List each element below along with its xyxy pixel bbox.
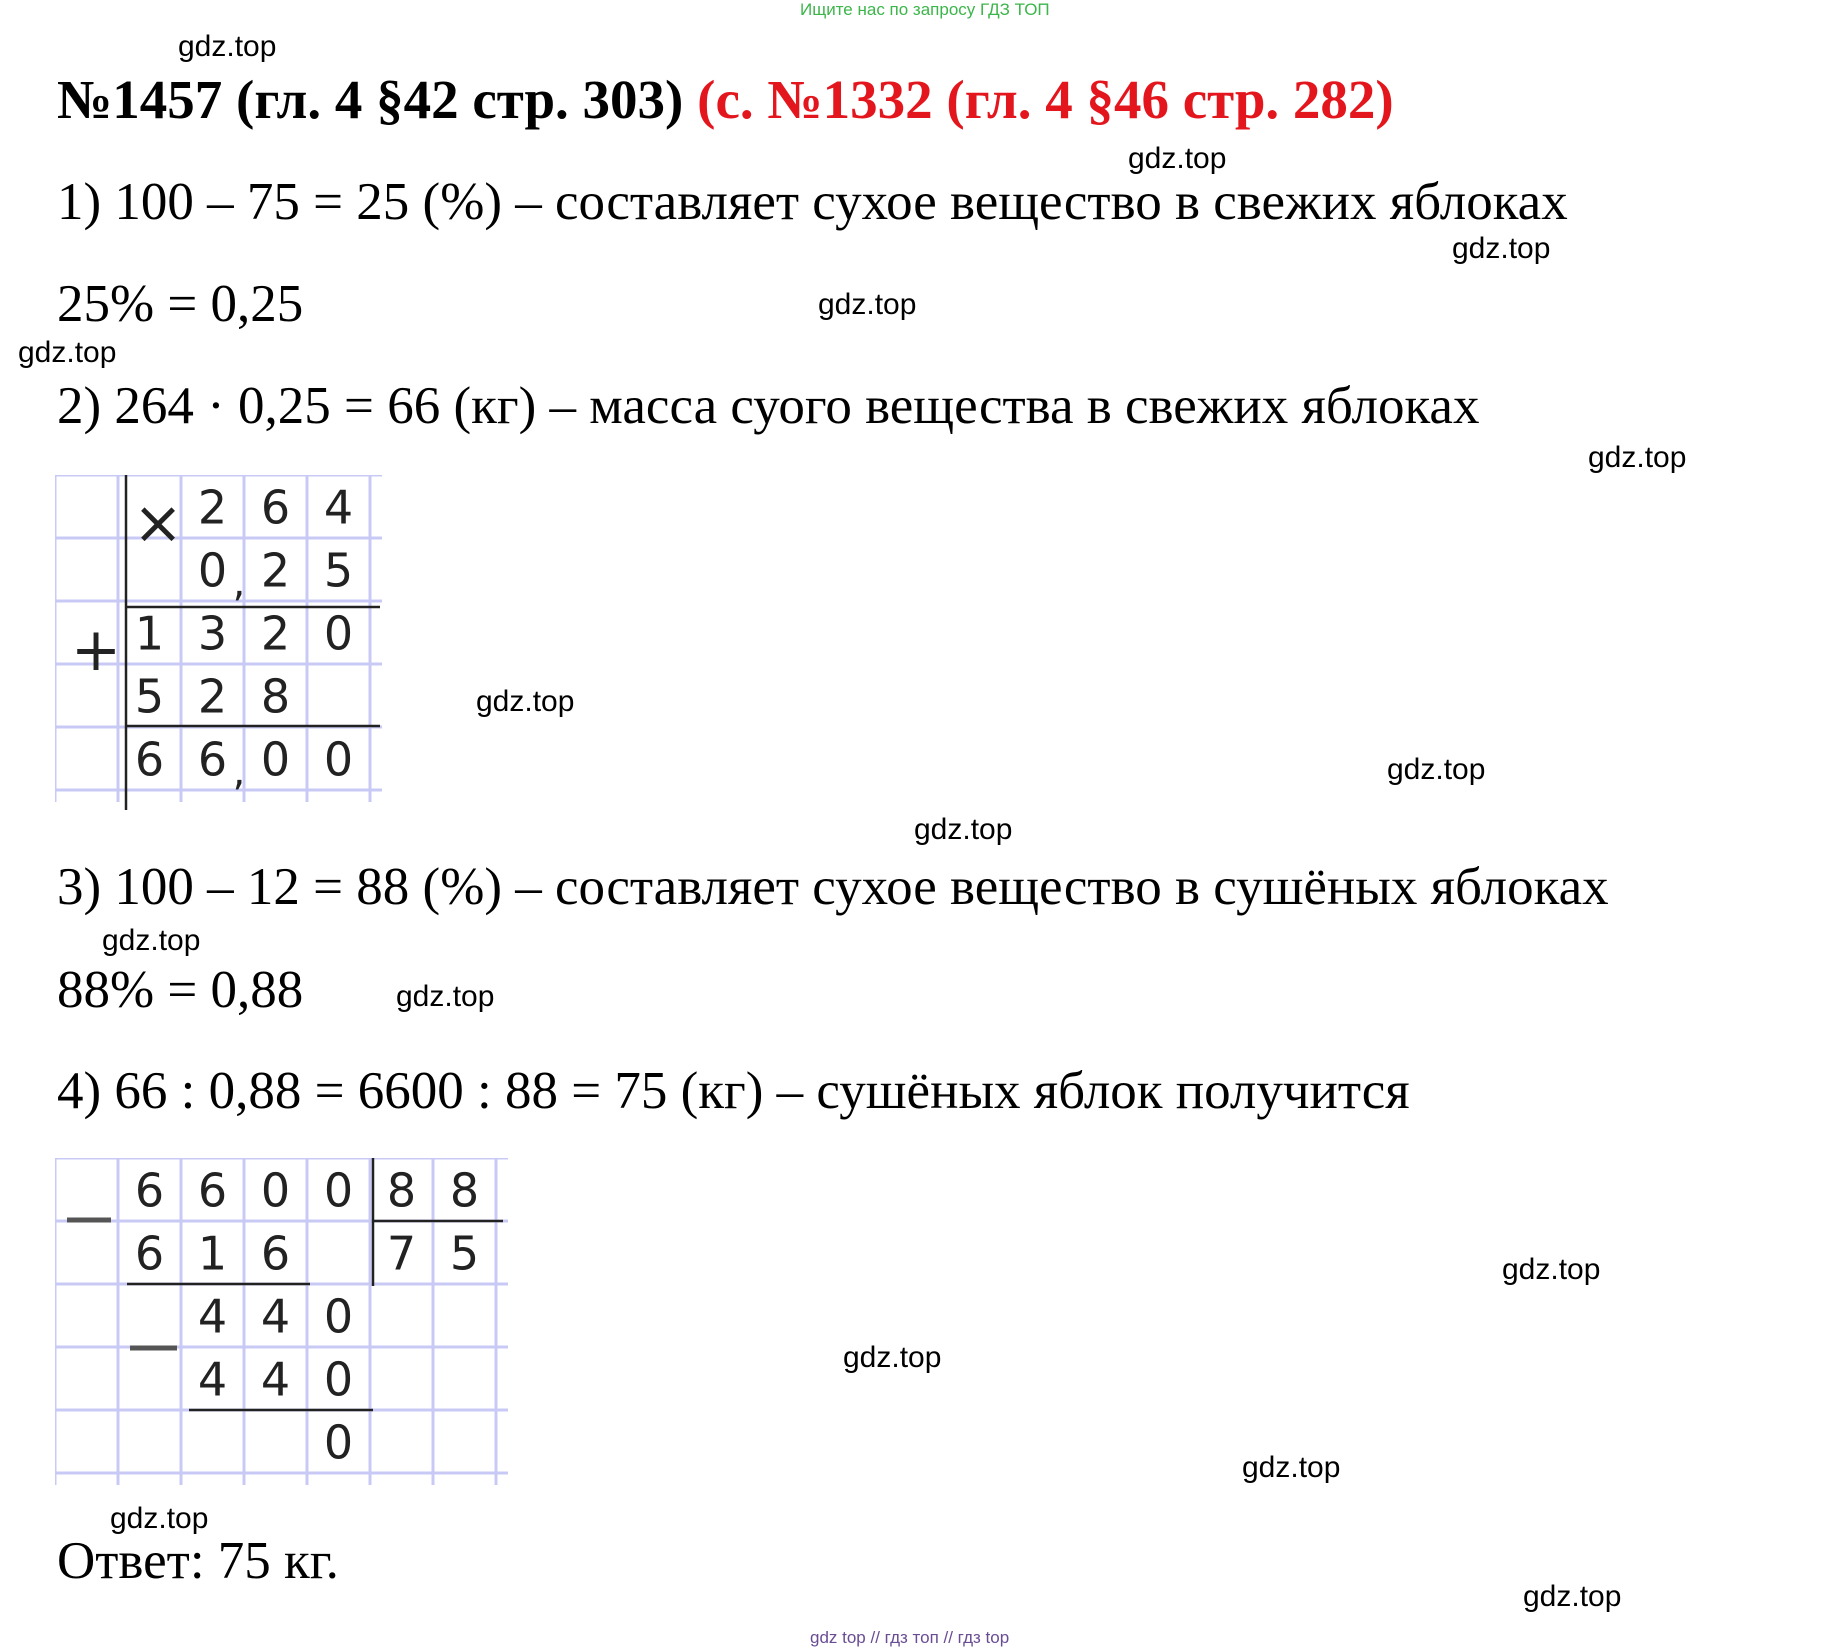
digit-cell: 2 (260, 606, 291, 661)
watermark: gdz.top (18, 336, 117, 369)
digit-cell: 4 (323, 480, 354, 535)
digit-cell: 1 (134, 606, 165, 661)
decimal-comma: , (232, 560, 246, 606)
digit-cell: 0 (323, 1352, 354, 1407)
digit-cell: 2 (260, 543, 291, 598)
digit-cell: 5 (449, 1226, 480, 1281)
step-1: 1) 100 – 75 = 25 (%) – составляет сухое вещество в свежих яблоках (57, 173, 1568, 231)
step-1-conversion: 25% = 0,25 (57, 275, 304, 333)
times-sign: × (132, 488, 184, 558)
decimal-comma: , (232, 749, 246, 795)
digit-cell: 6 (260, 480, 291, 535)
digit-cell: 0 (323, 732, 354, 787)
answer: Ответ: 75 кг. (57, 1532, 339, 1590)
digit-cell: 8 (386, 1163, 417, 1218)
watermark: gdz.top (818, 288, 917, 321)
watermark: gdz.top (1128, 142, 1227, 175)
watermark: gdz.top (1452, 232, 1551, 265)
digit-cell: 4 (260, 1352, 291, 1407)
digit-cell: 5 (134, 669, 165, 724)
digit-cell: 3 (197, 606, 228, 661)
watermark: gdz.top (1502, 1253, 1601, 1286)
step-4: 4) 66 : 0,88 = 6600 : 88 = 75 (кг) – сушёных яблок получится (57, 1062, 1410, 1120)
digit-cell: 0 (323, 606, 354, 661)
watermark: gdz.top (102, 924, 201, 957)
digit-cell: 2 (197, 669, 228, 724)
division-grid (55, 1158, 515, 1508)
digit-cell: 6 (197, 1163, 228, 1218)
digit-cell: 6 (197, 732, 228, 787)
digit-cell: 4 (197, 1289, 228, 1344)
watermark: gdz.top (476, 685, 575, 718)
digit-cell: 6 (134, 732, 165, 787)
multiplication-grid (55, 475, 395, 825)
watermark: gdz.top (110, 1502, 209, 1535)
plus-sign: + (70, 615, 122, 685)
watermark: gdz.top (914, 813, 1013, 846)
digit-cell: 8 (449, 1163, 480, 1218)
watermark: gdz.top (1242, 1451, 1341, 1484)
top-banner: Ищите нас по запросу ГДЗ ТОП (800, 0, 1050, 19)
step-3: 3) 100 – 12 = 88 (%) – составляет сухое вещество в сушёных яблоках (57, 858, 1609, 916)
digit-cell: 7 (386, 1226, 417, 1281)
title-main: №1457 (гл. 4 §42 стр. 303) (57, 69, 684, 130)
digit-cell: 6 (134, 1226, 165, 1281)
title-alt: (с. №1332 (гл. 4 §46 стр. 282) (697, 69, 1394, 130)
digit-cell: 0 (323, 1415, 354, 1470)
digit-cell: 6 (260, 1226, 291, 1281)
step-2: 2) 264 · 0,25 = 66 (кг) – масса суого вещества в свежих яблоках (57, 377, 1480, 435)
digit-cell: 1 (197, 1226, 228, 1281)
watermark: gdz.top (1523, 1580, 1622, 1613)
digit-cell: 0 (260, 732, 291, 787)
watermark: gdz.top (1387, 753, 1486, 786)
bottom-banner: gdz top // гдз топ // гдз top (810, 1628, 1010, 1647)
digit-cell: 0 (323, 1289, 354, 1344)
digit-cell: 6 (134, 1163, 165, 1218)
digit-cell: 8 (260, 669, 291, 724)
step-3-conversion: 88% = 0,88 (57, 961, 304, 1019)
digit-cell: 2 (197, 480, 228, 535)
watermark: gdz.top (178, 30, 277, 63)
digit-cell: 5 (323, 543, 354, 598)
digit-cell: 4 (260, 1289, 291, 1344)
digit-cell: 4 (197, 1352, 228, 1407)
digit-cell: 0 (260, 1163, 291, 1218)
page-title (57, 68, 1394, 131)
watermark: gdz.top (843, 1341, 942, 1374)
digit-cell: 0 (323, 1163, 354, 1218)
digit-cell: 0 (197, 543, 228, 598)
watermark: gdz.top (396, 980, 495, 1013)
watermark: gdz.top (1588, 441, 1687, 474)
